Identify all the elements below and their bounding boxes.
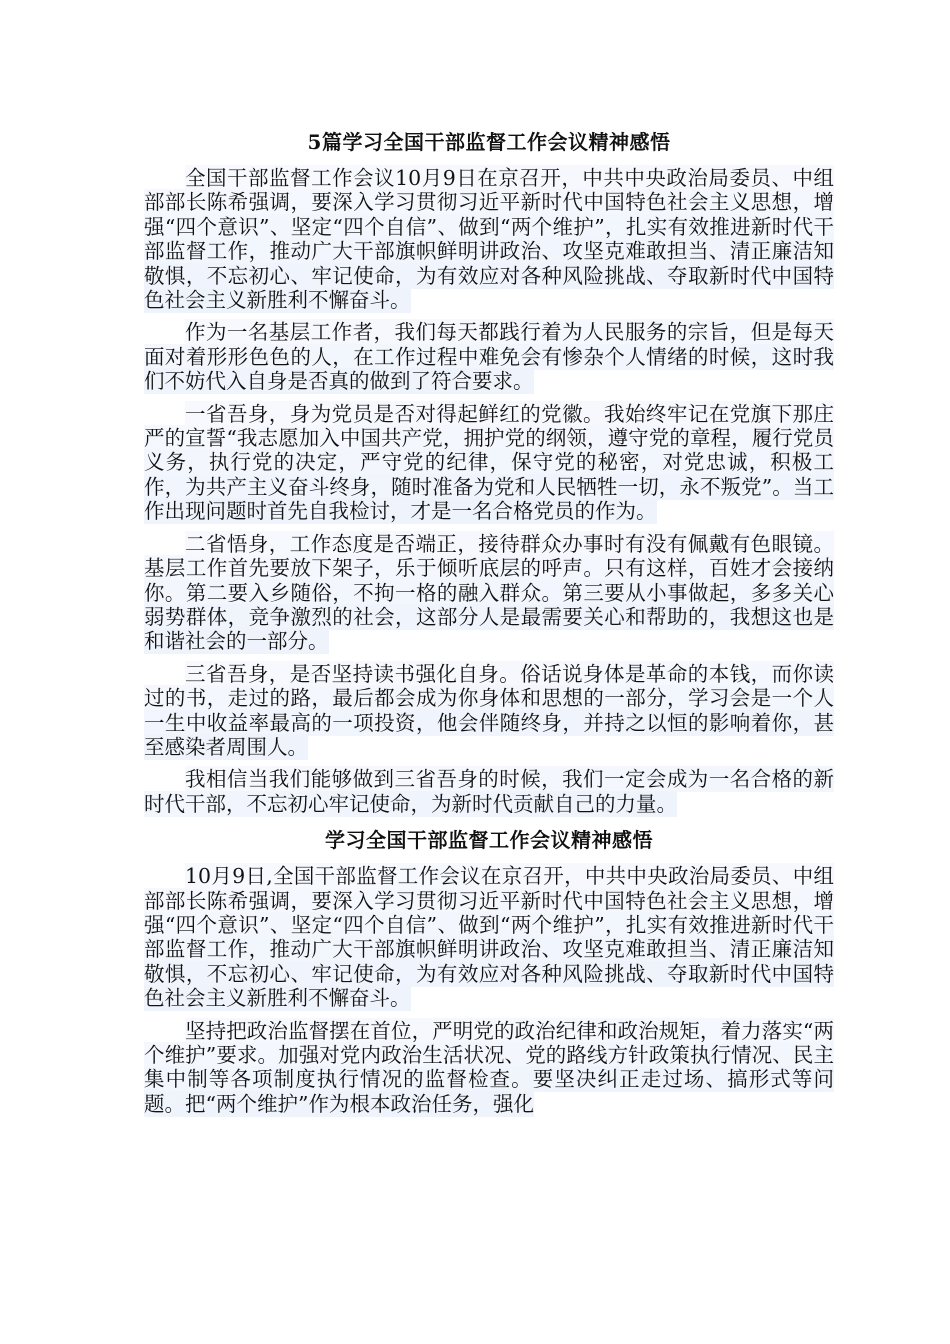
paragraph-text: 10月9日,全国干部监督工作会议在京召开，中共中央政治局委员、中组部部长陈希强调，要深入学习贯彻习近平新时代中国特色社会主义思想，增强“四个意识”、坚定“四个自信”、做到“两个维护”，扎实有效推进新时代干部监督工作，推动广大干部旗帜鲜明讲政治、攻坚克难敢担当、清正廉洁知敬惧，不忘初心、牢记使命，为有效应对各种风险挑战、夺取新时代中国特色社会主义新胜利不懈奋斗。 xyxy=(144,864,834,1011)
paragraph xyxy=(144,166,834,312)
paragraph xyxy=(144,532,834,654)
paragraph-text: 作为一名基层工作者，我们每天都践行着为人民服务的宗旨，但是每天面对着形形色色的人，在工作过程中难免会有惨杂个人情绪的时候，这时我们不妨代入自身是否真的做到了符合要求。 xyxy=(144,320,834,394)
document-title: 5篇学习全国干部监督工作会议精神感悟 xyxy=(307,130,671,154)
paragraph-text: 三省吾身，是否坚持读书强化自身。俗话说身体是革命的本钱，而你读过的书，走过的路，最后都会成为你身体和思想的一部分，学习会是一个人一生中收益率最高的一项投资，他会伴随终身，并持之以恒的影响着你，甚至感染者周围人。 xyxy=(144,661,834,759)
paragraph xyxy=(144,864,834,1010)
paragraph-text: 我相信当我们能够做到三省吾身的时候，我们一定会成为一名合格的新时代干部，不忘初心牢记使命，为新时代贡献自己的力量。 xyxy=(144,767,834,816)
paragraph xyxy=(144,1019,834,1117)
paragraph xyxy=(144,320,834,393)
paragraph xyxy=(144,767,834,816)
paragraph xyxy=(144,662,834,760)
paragraph-text: 坚持把政治监督摆在首位，严明党的政治纪律和政治规矩，着力落实“两个维护”要求。加强对党内政治生活状况、党的路线方针政策执行情况、民主集中制等各项制度执行情况的监督检查。要坚决纠正走过场、搞形式等问题。把“两个维护”作为根本政治任务，强化 xyxy=(144,1018,834,1116)
paragraph-text: 全国干部监督工作会议10月9日在京召开，中共中央政治局委员、中组部部长陈希强调，要深入学习贯彻习近平新时代中国特色社会主义思想，增强“四个意识”、坚定“四个自信”、做到“两个维护”，扎实有效推进新时代干部监督工作，推动广大干部旗帜鲜明讲政治、攻坚克难敢担当、清正廉洁知敬惧，不忘初心、牢记使命，为有效应对各种风险挑战、夺取新时代中国特色社会主义新胜利不懈奋斗。 xyxy=(144,166,834,313)
document-page xyxy=(144,126,834,1124)
paragraph-text: 一省吾身，身为党员是否对得起鲜红的党徽。我始终牢记在党旗下那庄严的宣誓“我志愿加入中国共产党，拥护党的纲领，遵守党的章程，履行党员义务，执行党的决定，严守党的纪律，保守党的秘密，对党忠诚，积极工作，为共产主义奋斗终身，随时准备为党和人民牺牲一切，永不叛党”。当工作出现问题时首先自我检讨，才是一名合格党员的作为。 xyxy=(144,401,834,524)
section-heading: 学习全国干部监督工作会议精神感悟 xyxy=(325,828,653,853)
paragraph-text: 二省悟身，工作态度是否端正，接待群众办事时有没有佩戴有色眼镜。基层工作首先要放下架子，乐于倾听底层的呼声。只有这样，百姓才会接纳你。第二要入乡随俗，不拘一格的融入群众。第三要从小事做起，多多关心弱势群体，竞争激烈的社会，这部分人是最需要关心和帮助的，我想这也是和谐社会的一部分。 xyxy=(144,531,834,654)
paragraph xyxy=(144,402,834,524)
